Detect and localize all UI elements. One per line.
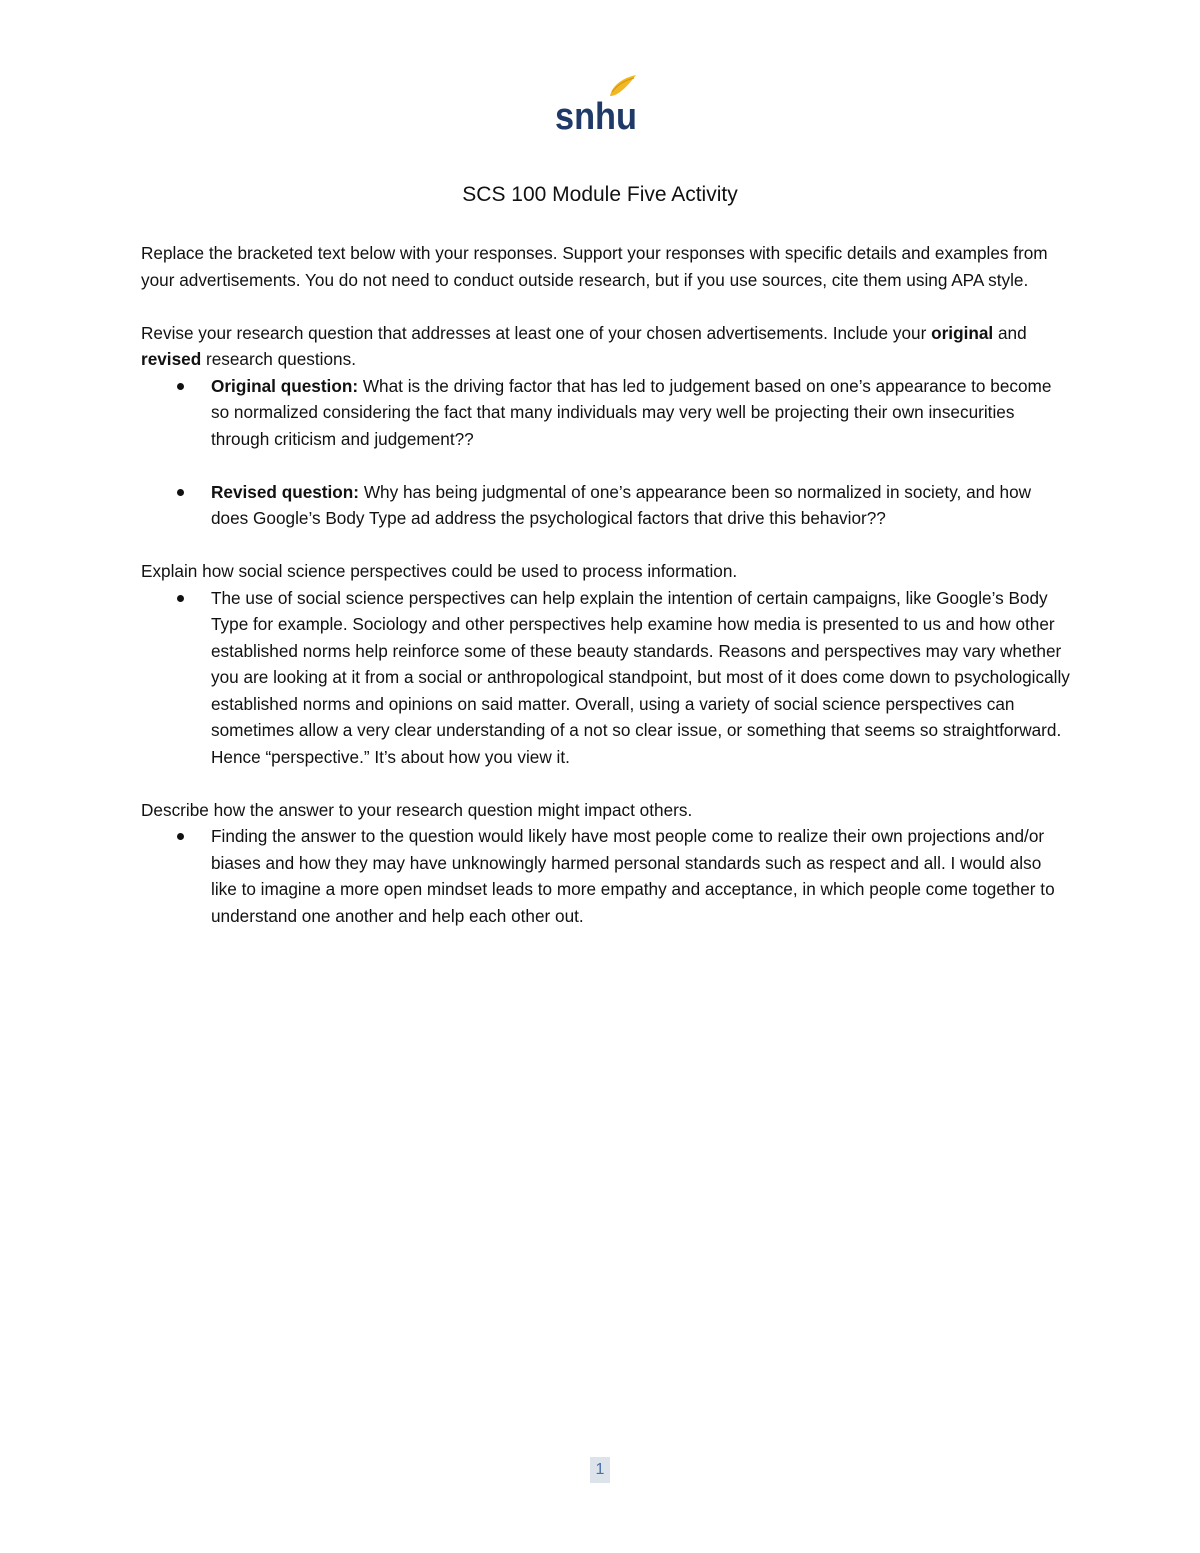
list-spacer <box>141 452 1071 479</box>
snhu-logo <box>552 70 644 136</box>
logo-wordmark: snhu <box>555 96 637 136</box>
section-2-answer-text: The use of social science perspectives can help explain the intention of certain campaigns, like Google’s Body Type for example. Sociology and other perspectives help examine how media is presented to us and how other established norms help reinforce some of these beauty standards. Reasons and perspectives may vary whether you are looking at it from a social or anthropological standpoint, but most of it does come down to psychologically established norms and opinions on said matter. Overall, using a variety of social science perspectives can sometimes allow a very clear understanding of a not so clear issue, or something that seems so straightforward. Hence “perspective.” It’s about how you view it. <box>211 587 1070 767</box>
prompt-text: Revise your research question that addresses at least one of your chosen advertisements. Include your <box>141 322 932 343</box>
prompt-emphasis-revised: revised <box>141 349 202 369</box>
revised-question-text: Why has being judgmental of one’s appearance been so normalized in society, and how does Google’s Body Type ad address the psychological factors that drive this behavior?? <box>211 481 1032 528</box>
bullet-icon <box>177 383 184 390</box>
original-question-label: Original question: <box>211 375 359 396</box>
revised-question-label: Revised question: <box>211 481 360 502</box>
bullet-icon <box>177 489 184 496</box>
section-1-answers <box>141 373 1071 532</box>
list-item <box>141 585 1071 771</box>
prompt-emphasis-original: original <box>931 322 994 343</box>
list-item <box>141 823 1071 929</box>
section-3-answer-text: Finding the answer to the question would likely have most people come to realize their own projections and/or biases and how they may have unknowingly harmed personal standards such as respect and all. I would also like to imagine a more open mindset leads to more empathy and acceptance, in which people come together to understand one another and help each other out. <box>211 826 1055 926</box>
original-question-text: What is the driving factor that has led to judgement based on one’s appearance to become so normalized considering the fact that many individuals may very well be projecting their own insecurities through criticism and judgement?? <box>211 375 1052 449</box>
section-3-answers <box>141 823 1071 929</box>
section-3-prompt: Describe how the answer to your research question might impact others. <box>141 799 693 820</box>
prompt-text: and <box>993 322 1027 343</box>
document-body <box>141 240 1071 929</box>
list-item-original-question <box>141 373 1071 453</box>
prompt-text: research questions. <box>201 349 356 369</box>
intro-paragraph: Replace the bracketed text below with your responses. Support your responses with specific details and examples from your advertisements. You do not need to conduct outside research, but if you use sources, cite them using APA style. <box>141 243 1048 290</box>
section-2-prompt: Explain how social science perspectives could be used to process information. <box>141 561 738 581</box>
list-item-revised-question <box>141 479 1071 532</box>
flame-icon <box>610 75 636 96</box>
section-1-prompt <box>141 320 1071 373</box>
document-title: SCS 100 Module Five Activity <box>462 183 738 206</box>
bullet-icon <box>177 833 184 840</box>
page-number: 1 <box>590 1457 610 1483</box>
bullet-icon <box>177 595 184 602</box>
section-2-answers <box>141 585 1071 771</box>
